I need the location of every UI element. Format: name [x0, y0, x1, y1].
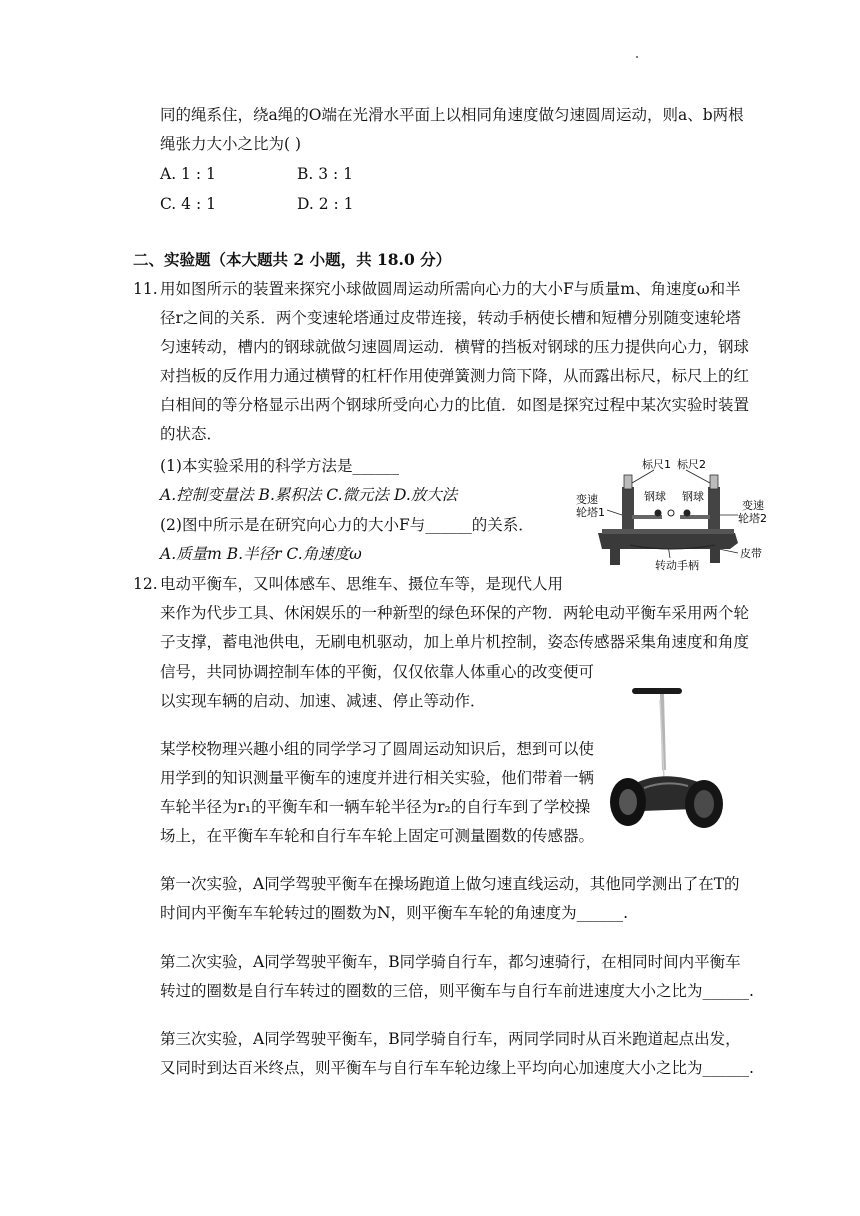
- balance-scooter-image: [604, 680, 729, 840]
- q10-option-a: A. 1 : 1: [160, 165, 216, 183]
- q12-intro-line: 来作为代步工具、休闲娱乐的一种新型的绿色环保的产物．两轮电动平衡车采用两个轮: [160, 604, 750, 622]
- ball-right-label: 钢球: [682, 490, 704, 503]
- q11-text-line: 用如图所示的装置来探究小球做圆周运动所需向心力的大小F与质量m、角速度ω和半: [160, 280, 741, 298]
- belt-label: 皮带: [740, 547, 762, 560]
- tower2-label-b: 轮塔2: [738, 512, 767, 525]
- q12-experiment2-line: 转过的圈数是自行车转过的圈数的三倍，则平衡车与自行车前进速度大小之比为______.: [160, 982, 754, 1000]
- q11-text-line: 的状态．: [160, 425, 223, 443]
- q10-line-1: 同的绳系住，绕a绳的O端在光滑水平面上以相同角速度做匀速圆周运动，则a、b两根: [160, 106, 744, 124]
- q12-intro-line: 子支撑，蓄电池供电，无刷电机驱动，加上单片机控制，姿态传感器采集角速度和角度: [160, 633, 750, 651]
- q12-number: 12.: [133, 575, 158, 593]
- q11-text-line: 对挡板的反作用力通过横臂的杠杆作用使弹簧测力筒下降，从而露出标尺，标尺上的红: [160, 367, 750, 385]
- tower2-label-a: 变速: [742, 499, 764, 512]
- tower1-label-a: 变速: [576, 493, 598, 506]
- q12-experiment1-line: 第一次实验，A同学驾驶平衡车在操场跑道上做匀速直线运动，其他同学测出了在T的: [160, 875, 740, 893]
- q10-line-2: 绳张力大小之比为( ): [160, 135, 302, 153]
- apparatus-figure: [560, 453, 775, 575]
- q12-intro-line: 信号，共同协调控制车体的平衡，仅仅依靠人体重心的改变便可: [160, 663, 595, 681]
- q12-para2-line: 某学校物理兴趣小组的同学学习了圆周运动知识后，想到可以使: [160, 740, 595, 758]
- q12-para2-line: 车轮半径为r₁的平衡车和一辆车轮半径为r₂的自行车到了学校操: [160, 798, 591, 816]
- q10-option-c: C. 4 : 1: [160, 195, 216, 213]
- ball-left-label: 钢球: [644, 490, 666, 503]
- q12-para2-line: 场上，在平衡车车轮和自行车车轮上固定可测量圈数的传感器。: [160, 827, 595, 845]
- q12-experiment3-line: 第三次实验，A同学驾驶平衡车，B同学骑自行车，两同学同时从百米跑道起点出发，: [160, 1030, 741, 1048]
- q12-experiment2-line: 第二次实验，A同学驾驶平衡车，B同学骑自行车，都匀速骑行，在相同时间内平衡车: [160, 953, 741, 971]
- q12-para2-line: 用学到的知识测量平衡车的速度并进行相关实验，他们带着一辆: [160, 769, 595, 787]
- ruler1-label: 标尺1: [642, 458, 671, 471]
- q11-sub1: (1)本实验采用的科学方法是______: [160, 457, 399, 475]
- q11-sub2-options: A.质量m B.半径r C.角速度ω: [160, 545, 362, 563]
- q11-text-line: 匀速转动，槽内的钢球就做匀速圆周运动．横臂的挡板对钢球的压力提供向心力，钢球: [160, 338, 750, 356]
- q11-text-line: 径r之间的关系．两个变速轮塔通过皮带连接，转动手柄使长槽和短槽分别随变速轮塔: [160, 309, 741, 327]
- handle-label: 转动手柄: [655, 559, 699, 572]
- q11-text-line: 白相间的等分格显示出两个钢球所受向心力的比值．如图是探究过程中某次实验时装置: [160, 396, 750, 414]
- q10-option-d: D. 2 : 1: [297, 195, 354, 213]
- ruler2-label: 标尺2: [677, 458, 706, 471]
- q11-sub1-options: A.控制变量法 B.累积法 C.微元法 D.放大法: [160, 486, 458, 504]
- q12-intro-line: 以实现车辆的启动、加速、减速、停止等动作．: [160, 692, 486, 710]
- q12-experiment3-line: 又同时到达百米终点，则平衡车与自行车车轮边缘上平均向心加速度大小之比为______.: [160, 1059, 754, 1077]
- q11-number: 11.: [133, 280, 158, 298]
- q10-option-b: B. 3 : 1: [297, 165, 354, 183]
- page-mark: [636, 56, 638, 58]
- section-heading: 二、实验题（本大题共 2 小题，共 18.0 分）: [133, 250, 452, 269]
- q12-experiment1-line: 时间内平衡车车轮转过的圈数为N，则平衡车车轮的角速度为______.: [160, 904, 628, 922]
- q11-sub2: (2)图中所示是在研究向心力的大小F与______的关系．: [160, 516, 534, 534]
- q12-intro-line: 电动平衡车，又叫体感车、思维车、摄位车等，是现代人用: [160, 575, 564, 593]
- tower1-label-b: 轮塔1: [576, 506, 605, 519]
